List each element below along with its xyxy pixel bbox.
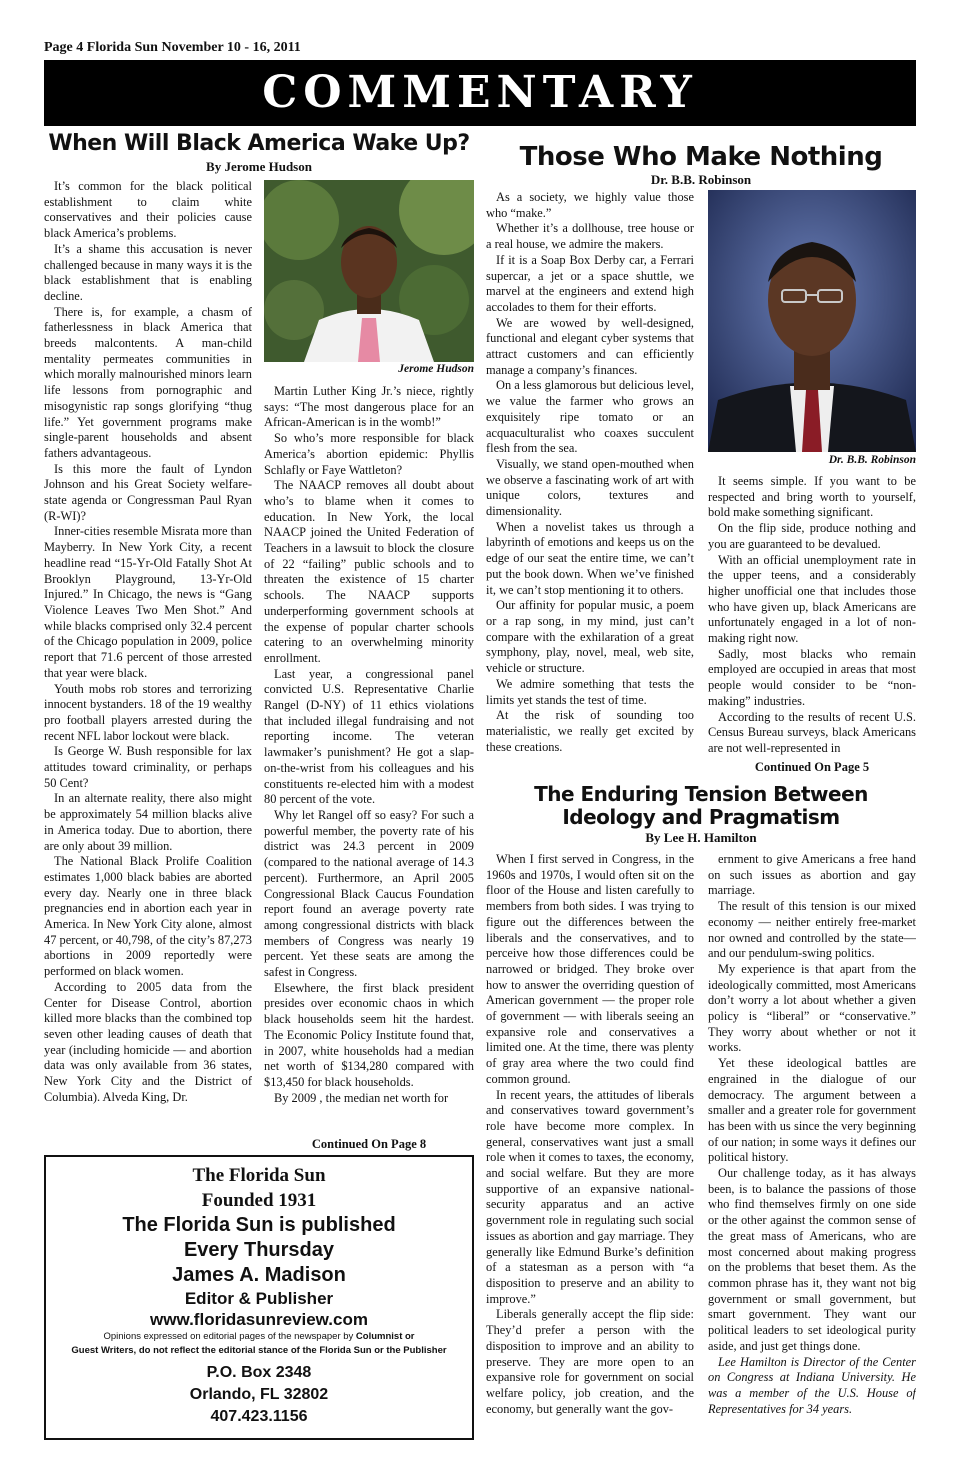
editor-title: Editor & Publisher <box>184 1289 334 1308</box>
paragraph: Why let Rangel off so easy? For such a powerful member, the poverty rate of his district was 24.3 percent in 2009 (compared to the national average of 14.3 percent). Furthermore, an April 2005 Congressional Black Caucus Foundation report found an average poverty rate among congressional districts with black members of Congress was nearly 19 percent. Yet these seats are among the safest in Congress. <box>264 807 474 980</box>
disclaimer-line1-text: Opinions expressed on editorial pages of the newspaper by <box>103 1331 356 1342</box>
article2-photo-caption: Dr. B.B. Robinson <box>828 454 916 466</box>
article2-column-2 <box>708 474 916 758</box>
editor-name: James A. Madison <box>172 1264 346 1286</box>
paragraph: The National Black Prolife Coalition estimates 1,000 black babies are aborted every day. Nearly one in three black pregnancies end in abortion each year in America. In New York City alone, almost 47 percent, or 40,798, of the city’s 87,273 abortions in 2009 reportedly were performed on black women. <box>44 854 252 979</box>
masthead-info-box <box>44 1155 474 1440</box>
article3-column-2 <box>708 852 916 1444</box>
page-folio: Page 4 Florida Sun November 10 - 16, 2011 <box>44 40 301 55</box>
article1-continued: Continued On Page 8 <box>311 1137 427 1151</box>
paragraph: In an alternate reality, there also might be approximately 54 million blacks alive in America today. Due to abortion, there are only about 39 million. <box>44 791 252 853</box>
paragraph: Whether it’s a dollhouse, tree house or a real house, we admire the makers. <box>486 221 694 252</box>
article3-author-bio: Lee Hamilton is Director of the Center on Congress at Indiana University. He was a member of the U.S. House of Representatives for 34 years. <box>708 1354 916 1416</box>
paragraph: So who’s more responsible for black America’s abortion epidemic: Phyllis Schlafly or Faye Wattleton? <box>264 431 474 477</box>
paragraph: Our affinity for popular music, a poem or a rap song, in my mind, just can’t compare with the exhilaration of a great symphony, play, novel, meal, web site, vehicle or structure. <box>486 598 694 676</box>
author-photo-hudson <box>264 180 474 362</box>
paragraph: Sadly, most blacks who remain employed are occupied in areas that most people would consider to be “non-making” industries. <box>708 646 916 708</box>
article1-photo-caption: Jerome Hudson <box>398 363 474 375</box>
po-box: P.O. Box 2348 <box>206 1364 312 1381</box>
paragraph: According to 2005 data from the Center for Disease Control, abortion killed more blacks than the combined top seven other leading causes of death that year (including homicide — and abortion data was only available from 36 states, New York City and the District of Columbia). Alveda King, Dr. <box>44 979 252 1104</box>
article2-title: Those Who Make Nothing <box>519 142 883 172</box>
paragraph: At the risk of sounding too materialistic, we really get excited by these creations. <box>486 708 694 754</box>
paragraph: Elsewhere, the first black president presides over economic chaos in which black households seem hit the hardest. The Economic Policy Institute found that, in 2007, white households had a median net worth of $134,280 compared with $13,450 for black households. <box>264 980 474 1089</box>
article3-column-1 <box>486 852 694 1444</box>
paragraph: In recent years, the attitudes of liberals and conservatives toward government’s role have become more complex. In general, conservatives want just a small role when it comes to taxes, the economy, and social welfare. But they are more supportive of an expansive national-security apparatus and an active government role in regulating such social issues as abortion and gay marriage. They generally like Edmund Burke’s definition of a statesman as a person with “a disposition to preserve and an ability to improve.” <box>486 1087 694 1306</box>
paragraph: We are wowed by well-designed, functional and elegant cyber systems that attract customers and can efficiently manage a company’s finances. <box>486 315 694 377</box>
portrait-hudson-image <box>264 180 474 362</box>
paper-name: The Florida Sun <box>192 1165 326 1186</box>
article2-continued: Continued On Page 5 <box>754 760 870 774</box>
paragraph: Is this more the fault of Lyndon Johnson and his Great Society welfare-state agenda or Congressman Paul Ryan (R-WI)? <box>44 461 252 523</box>
disclaimer-line1-bold: Columnist or <box>355 1331 415 1342</box>
paragraph: It’s common for the black political establishment to claim white conservatives and their policies cause black America’s problems. <box>44 179 252 241</box>
article1-title: When Will Black America Wake Up? <box>48 131 470 156</box>
article1-column-1 <box>44 179 252 1151</box>
paragraph: Liberals generally accept the flip side: They’d prefer a person with the disposition to improve and an ability to preserve. They are more open to an expansive role for government on social welfare policy, job creation, and the economy, but generally want the gov- <box>486 1307 694 1416</box>
paragraph: We admire something that tests the limits yet stands the test of time. <box>486 676 694 707</box>
paragraph: Yet these ideological battles are engrained in the dialogue of our democracy. The argument between a smaller and a greater role for government has been with us since the very beginning of our nation; in some ways it defines our political history. <box>708 1056 916 1165</box>
phone-number: 407.423.1156 <box>210 1408 308 1425</box>
article3-byline: By Lee H. Hamilton <box>645 830 757 845</box>
article3-title-line2: Ideology and Pragmatism <box>562 805 840 829</box>
paragraph: My experience is that apart from the ideologically committed, most Americans don’t worry a lot about whether a given policy is “liberal” or “conservative.” They worry about whether or not it works. <box>708 961 916 1055</box>
paragraph: The NAACP removes all doubt about who’s to blame when it comes to education. In New York, the local NAACP joined the United Federation of Teachers in a lawsuit to block the closure of 22 “failing” public schools and to threaten the existence of 15 charter schools. The NAACP supports underperforming government schools at the expense of popular charter schools catering to an overwhelming minority enrollment. <box>264 478 474 665</box>
author-photo-robinson <box>708 190 916 452</box>
website-link[interactable]: www.floridasunreview.com <box>150 1310 368 1329</box>
article2-column-1 <box>486 190 694 778</box>
article2-byline: Dr. B.B. Robinson <box>650 172 752 187</box>
paragraph: Our challenge today, as it has always been, is to balance the passions of those who find themselves firmly on one side or the other against the common sense of the great mass of Americans, who are most concerned about making progress on the problems that beset them. As the common phrase has it, they want not big government or small government, but smart government. They want our political leaders to set ideological purity aside, and just get things done. <box>708 1166 916 1353</box>
paragraph: There is, for example, a chasm of fatherlessness in black America that breeds malcontents. A man-child mentality permeates communities in which morally malnourished minors learn life lessons from pornographic and misogynistic rap songs glorifying “thug life.” Yet government programs make single-parent households and absent fathers advantageous. <box>44 304 252 460</box>
paragraph: When a novelist takes us through a labyrinth of emotions and keeps us on the edge of our seat the entire time, we can’t put the book down. When we’ve finished it, we can’t stop mentioning it to others. <box>486 519 694 597</box>
paragraph: Visually, we stand open-mouthed when we observe a fascinating work of art with unique colors, textures and dimensionality. <box>486 456 694 519</box>
article1-byline: By Jerome Hudson <box>206 159 312 174</box>
paragraph: Martin Luther King Jr.’s niece, rightly says: “The most dangerous place for an African-American is in the womb!” <box>264 384 474 430</box>
paragraph: Is George W. Bush responsible for lax attitudes toward criminality, or perhaps 50 Cent? <box>44 744 252 790</box>
paragraph: With an official unemployment rate in the upper teens, and a considerably higher unofficial one that includes those who have given up, black Americans are unfortunately engaged in a lot of non-making right now. <box>708 552 916 646</box>
paragraph: Youth mobs rob stores and terrorizing innocent bystanders. 18 of the 19 wealthy pro football players arrested during the recent NFL labor lockout were black. <box>44 681 252 743</box>
paragraph: On the flip side, produce nothing and you are guaranteed to be devalued. <box>708 521 916 551</box>
paragraph: It’s a shame this accusation is never challenged because in many ways it is the black establishment that is enabling decline. <box>44 241 252 303</box>
city-address: Orlando, FL 32802 <box>189 1386 329 1403</box>
article1-column-2 <box>264 384 474 1136</box>
disclaimer-line2: Guest Writers, do not reflect the editorial stance of the Florida Sun or the Publisher <box>71 1345 447 1356</box>
paragraph: If it is a Soap Box Derby car, a Ferrari supercar, a jet or a space shuttle, we marvel at the engineers and extend high accolades to them for their efforts. <box>486 252 694 314</box>
section-banner: COMMENTARY <box>44 60 916 126</box>
paragraph: On a less glamorous but delicious level, we value the farmer who grows an exquisitely ripe tomato or an acquaculturalist who coaxes succulent flesh from the sea. <box>486 378 694 456</box>
article3-title-line1: The Enduring Tension Between <box>534 782 868 806</box>
paragraph: By 2009 , the median net worth for <box>274 1090 449 1105</box>
paragraph: As a society, we highly value those who “make.” <box>486 190 694 220</box>
paragraph: According to the results of recent U.S. Census Bureau surveys, black Americans are not well-represented in <box>708 709 916 755</box>
publication-note: The Florida Sun is published <box>122 1214 396 1236</box>
founded-year: Founded 1931 <box>201 1190 317 1211</box>
paragraph: ernment to give Americans a free hand on such issues as abortion and gay marriage. <box>708 852 916 898</box>
paragraph: It seems simple. If you want to be respected and bring worth to yourself, bold make something significant. <box>708 474 916 520</box>
paragraph: Inner-cities resemble Misrata more than Mayberry. In New York City, a recent headline read “15-Yr-Old Fatally Shot At Brooklyn Playground, 13-Yr-Old Injured.” In Chicago, the news is “Gang Violence Leaves Two Men Shot.” And while blacks comprised only 32.4 percent of the Chicago population in 2009, police report that 71.6 percent of those arrested that year were black. <box>44 524 252 680</box>
portrait-robinson-image <box>708 190 916 452</box>
paragraph: When I first served in Congress, in the 1960s and 1970s, I would often sit on the floor of the House and listen carefully to members from both sides. I was trying to figure out the differences between the liberals and the conservatives, and to perceive how those differences could be narrowed or bridged. They broke over how to answer the overriding question of American government — the proper role of government — with liberals seeing an expansive role and conservatives a limited one. At the time, there was plenty of gray area where the two could find common ground. <box>486 852 694 1086</box>
disclaimer-line1 <box>46 1330 472 1344</box>
publication-day: Every Thursday <box>183 1239 335 1261</box>
paragraph: The result of this tension is our mixed economy — neither entirely free-market nor owned and controlled by the state—and our pendulum-swing politics. <box>708 899 916 961</box>
paragraph: Last year, a congressional panel convicted U.S. Representative Charlie Rangel (D-NY) of 11 ethics violations that included illegal fundraising and not reporting income. The veteran lawmaker’s punishment? He got a slap-on-the-wrist from his colleagues and his constituents re-elected him with a modest 80 percent of the vote. <box>264 666 474 807</box>
